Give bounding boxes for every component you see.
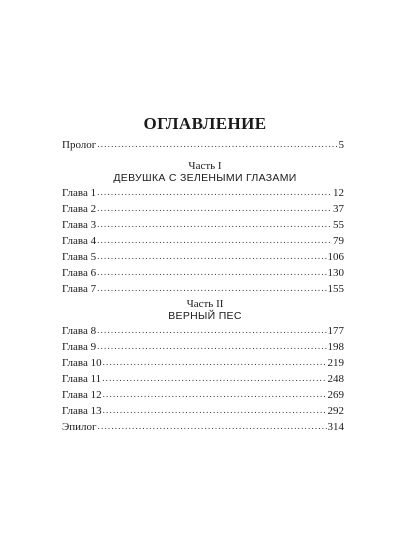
toc-entry[interactable]	[62, 249, 344, 265]
part-1-heading: Часть I	[188, 160, 222, 172]
toc-entry-label: Глава 7	[62, 283, 97, 295]
part-1-chapters	[62, 185, 344, 297]
toc-entry-page: 130	[327, 267, 344, 279]
toc-entry-label: Глава 1	[62, 187, 97, 199]
toc-entry[interactable]	[62, 387, 344, 403]
toc-entry-page: 37	[333, 203, 344, 215]
part-2-name: ВЕРНЫЙ ПЕС	[168, 310, 242, 322]
toc-entry[interactable]	[62, 339, 344, 355]
dot-leader	[97, 232, 332, 248]
dot-leader	[97, 338, 326, 354]
toc-entry-page: 198	[327, 341, 344, 353]
dot-leader	[97, 216, 332, 232]
toc-entry[interactable]	[62, 323, 344, 339]
dot-leader	[103, 386, 327, 402]
toc-entry-page: 5	[338, 139, 344, 151]
toc-entry-page: 12	[333, 187, 344, 199]
toc-entry-label: Глава 6	[62, 267, 97, 279]
toc-entry-page: 248	[327, 373, 344, 385]
toc-entry[interactable]	[62, 371, 344, 387]
toc-entry-label: Глава 9	[62, 341, 97, 353]
dot-leader	[97, 322, 326, 338]
toc-entry-label: Глава 3	[62, 219, 97, 231]
toc-entry-page: 219	[327, 357, 344, 369]
toc-entry[interactable]	[62, 281, 344, 297]
dot-leader	[97, 184, 332, 200]
toc-entry[interactable]	[62, 201, 344, 217]
toc-entry[interactable]	[62, 403, 344, 419]
toc-entry-label: Глава 13	[62, 405, 102, 417]
toc-entry-page: 269	[327, 389, 344, 401]
toc-entry-page: 79	[333, 235, 344, 247]
page-title: ОГЛАВЛЕНИЕ	[143, 114, 267, 133]
dot-leader	[103, 402, 327, 418]
toc-entry[interactable]	[62, 185, 344, 201]
toc-entry-label: Пролог	[62, 139, 97, 151]
toc-entry-label: Глава 10	[62, 357, 102, 369]
toc-entry[interactable]	[62, 233, 344, 249]
toc-entry-page: 177	[327, 325, 344, 337]
toc-prologue	[62, 137, 344, 153]
part-2-heading: Часть II	[186, 298, 224, 310]
toc-entry-page: 292	[327, 405, 344, 417]
toc-entry-page: 314	[327, 421, 344, 433]
toc-entry-page: 106	[327, 251, 344, 263]
dot-leader	[97, 280, 326, 296]
toc-entry-label: Глава 11	[62, 373, 102, 385]
part-1-header	[0, 160, 410, 184]
toc-entry[interactable]	[62, 217, 344, 233]
dot-leader	[97, 136, 337, 152]
toc-entry-page: 155	[327, 283, 344, 295]
toc-entry-epilogue[interactable]	[62, 419, 344, 435]
toc-entry[interactable]	[62, 265, 344, 281]
dot-leader	[97, 248, 326, 264]
dot-leader	[102, 370, 326, 386]
toc-entry-label: Глава 12	[62, 389, 102, 401]
dot-leader	[97, 264, 326, 280]
toc-entry-page: 55	[333, 219, 344, 231]
dot-leader	[103, 354, 327, 370]
toc-entry-label: Глава 2	[62, 203, 97, 215]
toc-entry-label: Глава 8	[62, 325, 97, 337]
part-2-chapters	[62, 323, 344, 435]
dot-leader	[98, 418, 327, 434]
toc-entry[interactable]	[62, 355, 344, 371]
part-1-name: ДЕВУШКА С ЗЕЛЕНЫМИ ГЛАЗАМИ	[113, 172, 297, 184]
toc-entry-label: Глава 5	[62, 251, 97, 263]
part-2-header	[0, 298, 410, 322]
toc-entry-prologue[interactable]	[62, 137, 344, 153]
dot-leader	[97, 200, 332, 216]
toc-entry-label: Глава 4	[62, 235, 97, 247]
toc-entry-label: Эпилог	[62, 421, 97, 433]
